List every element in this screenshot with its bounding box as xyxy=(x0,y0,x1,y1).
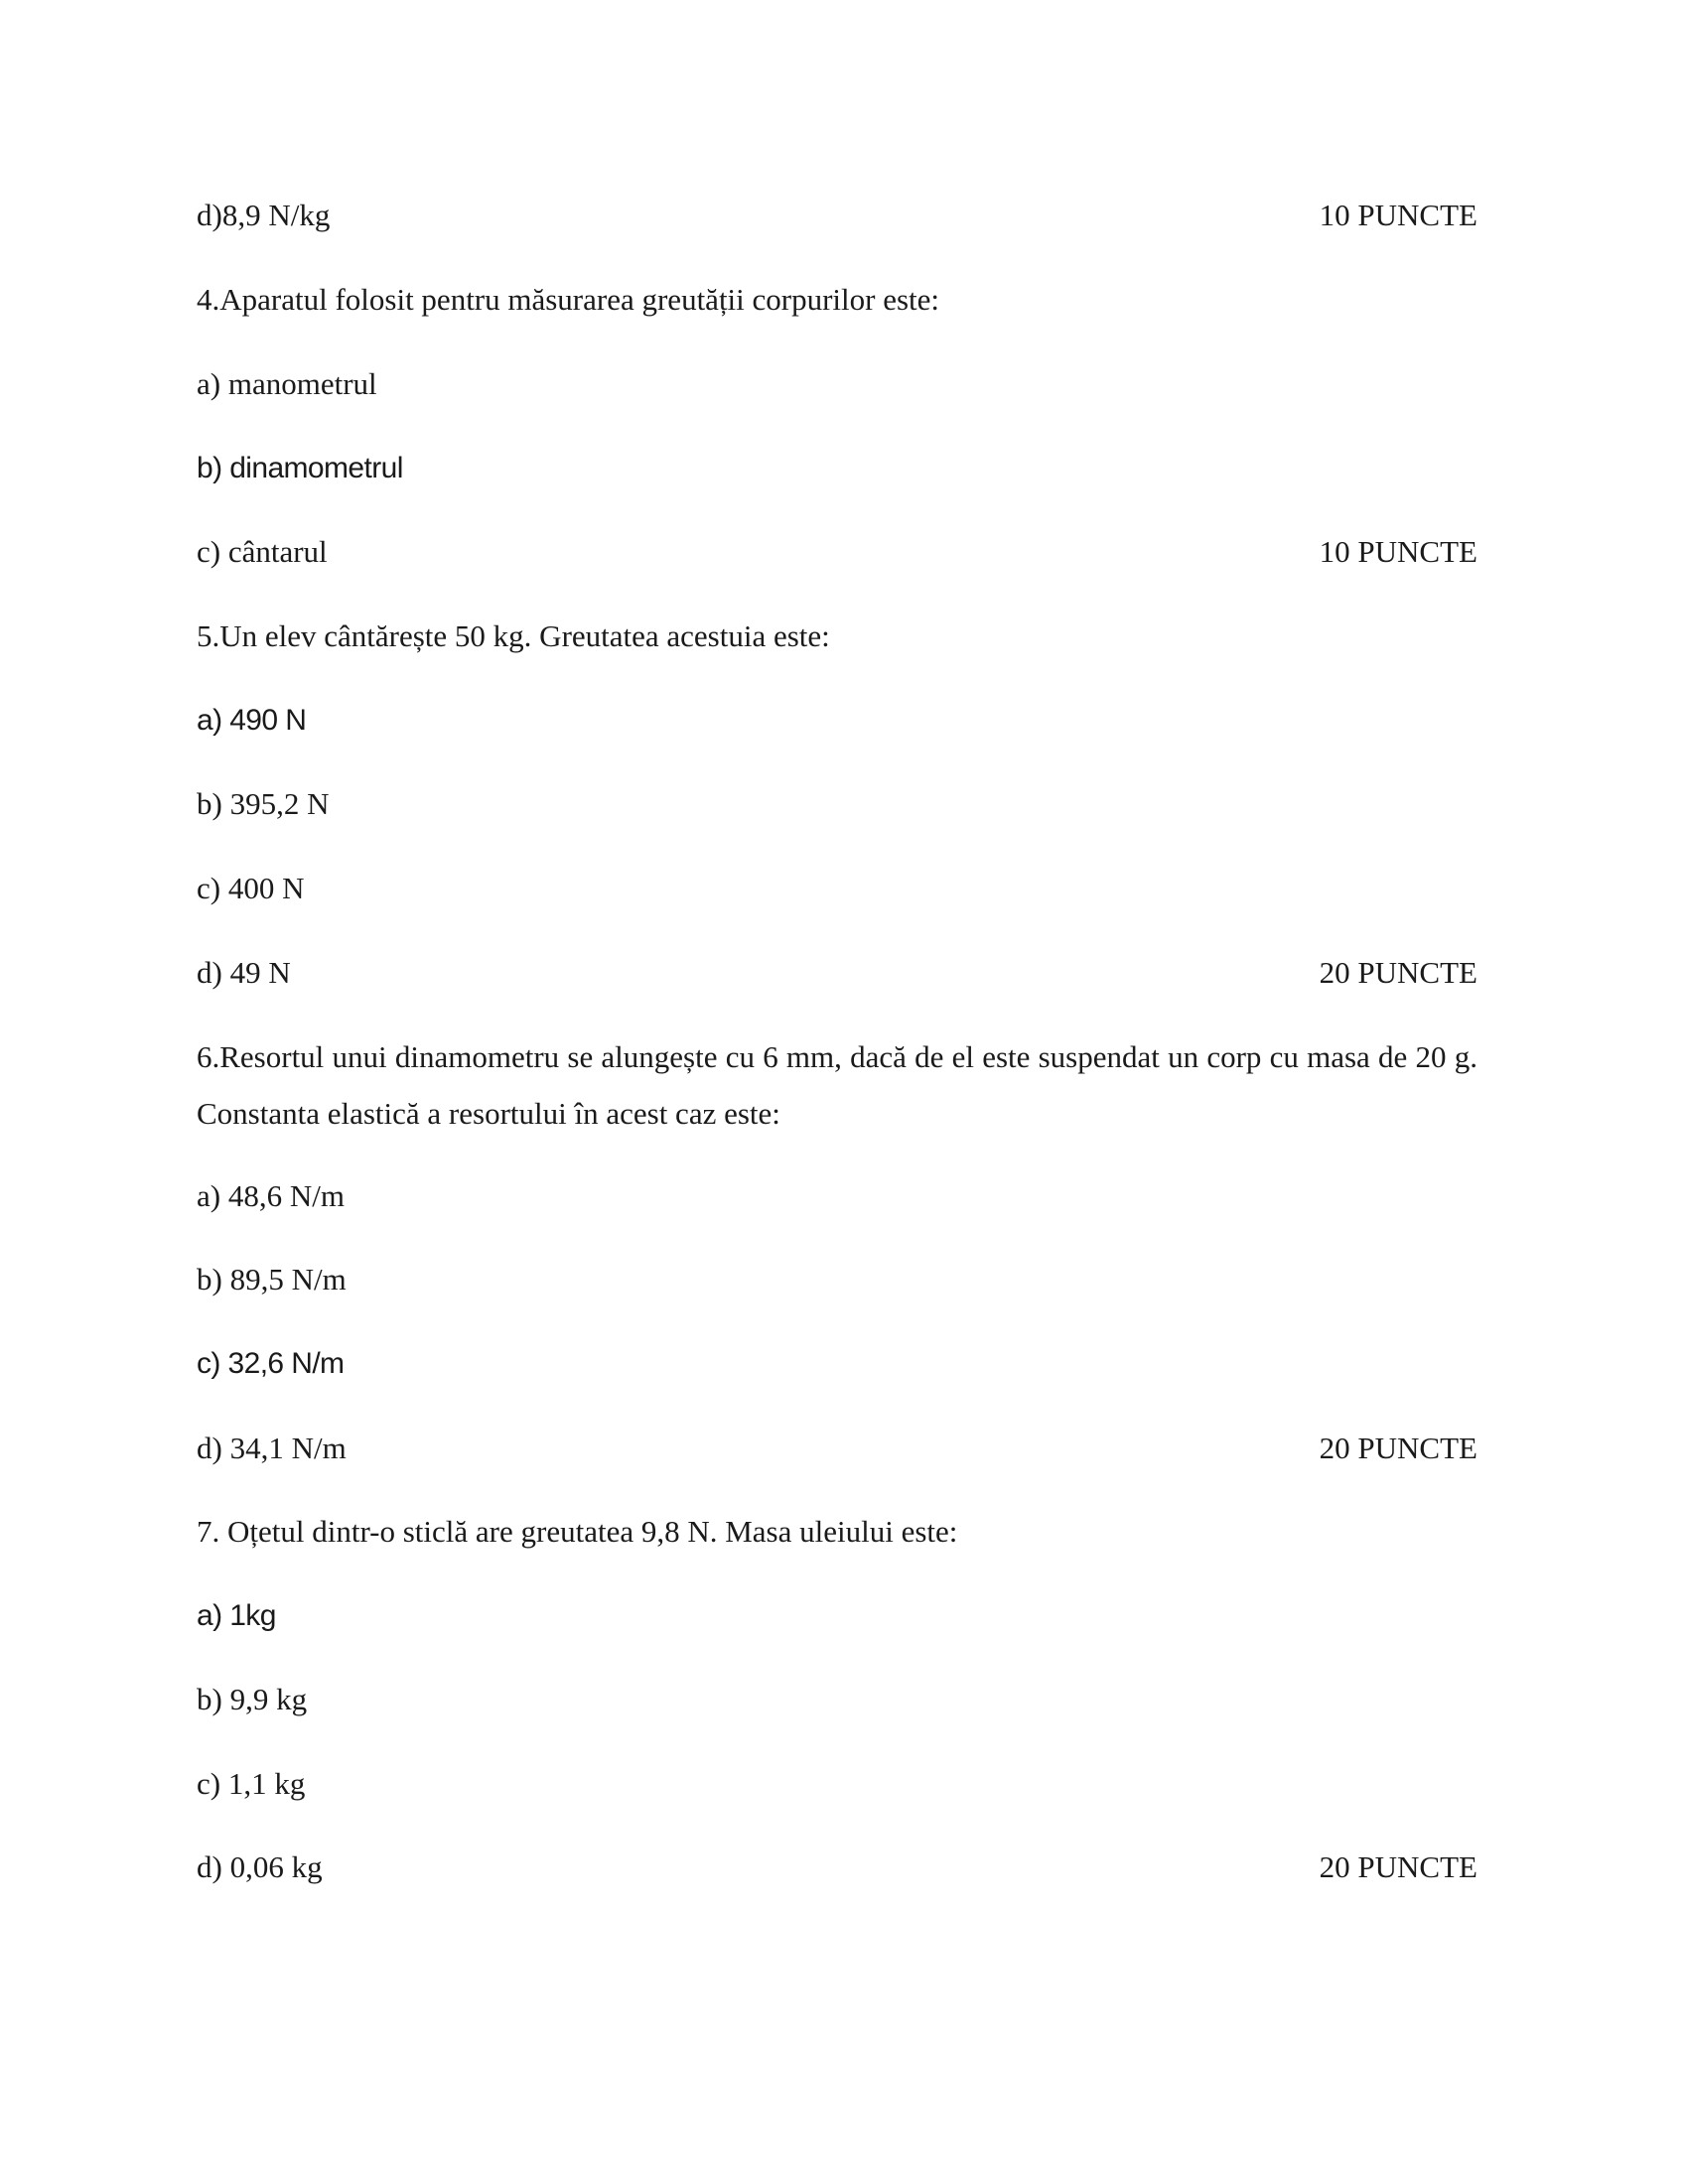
q4-question: 4.Aparatul folosit pentru măsurarea greutății corpurilor este: xyxy=(197,282,940,317)
q7-option-c: c) 1,1 kg xyxy=(197,1766,306,1801)
q4-option-c: c) cântarul xyxy=(197,534,328,569)
q3-option-d: d)8,9 N/kg xyxy=(197,198,331,232)
q5-option-c: c) 400 N xyxy=(197,871,305,905)
q5-option-d: d) 49 N xyxy=(197,955,291,990)
q7-question: 7. Oțetul dintr-o sticlă are greutatea 9,8 N. Masa uleiului este: xyxy=(197,1514,958,1549)
q7-option-a: a) 1kg xyxy=(197,1599,276,1632)
q5-question: 5.Un elev cântărește 50 kg. Greutatea acestuia este: xyxy=(197,618,830,653)
q5-points: 20 PUNCTE xyxy=(1319,955,1477,990)
q6-points: 20 PUNCTE xyxy=(1319,1431,1477,1465)
q4-option-a: a) manometrul xyxy=(197,366,377,401)
q5-option-a: a) 490 N xyxy=(197,704,307,737)
q6-option-a: a) 48,6 N/m xyxy=(197,1178,345,1213)
q6-option-d: d) 34,1 N/m xyxy=(197,1431,347,1465)
q5-option-b: b) 395,2 N xyxy=(197,786,330,821)
q7-option-d: d) 0,06 kg xyxy=(197,1849,323,1884)
q4-option-b: b) dinamometrul xyxy=(197,452,403,484)
q6-option-b: b) 89,5 N/m xyxy=(197,1262,347,1297)
q4-points: 10 PUNCTE xyxy=(1319,534,1477,569)
q6-option-c: c) 32,6 N/m xyxy=(197,1347,345,1380)
q7-points: 20 PUNCTE xyxy=(1319,1849,1477,1884)
q3-points: 10 PUNCTE xyxy=(1319,198,1477,232)
q7-option-b: b) 9,9 kg xyxy=(197,1682,308,1716)
q6-question: 6.Resortul unui dinamometru se alungește cu 6 mm, dacă de el este suspendat un corp cu masa de 20 g. Constanta elastică a resortului în acest caz este: xyxy=(197,1039,1477,1131)
